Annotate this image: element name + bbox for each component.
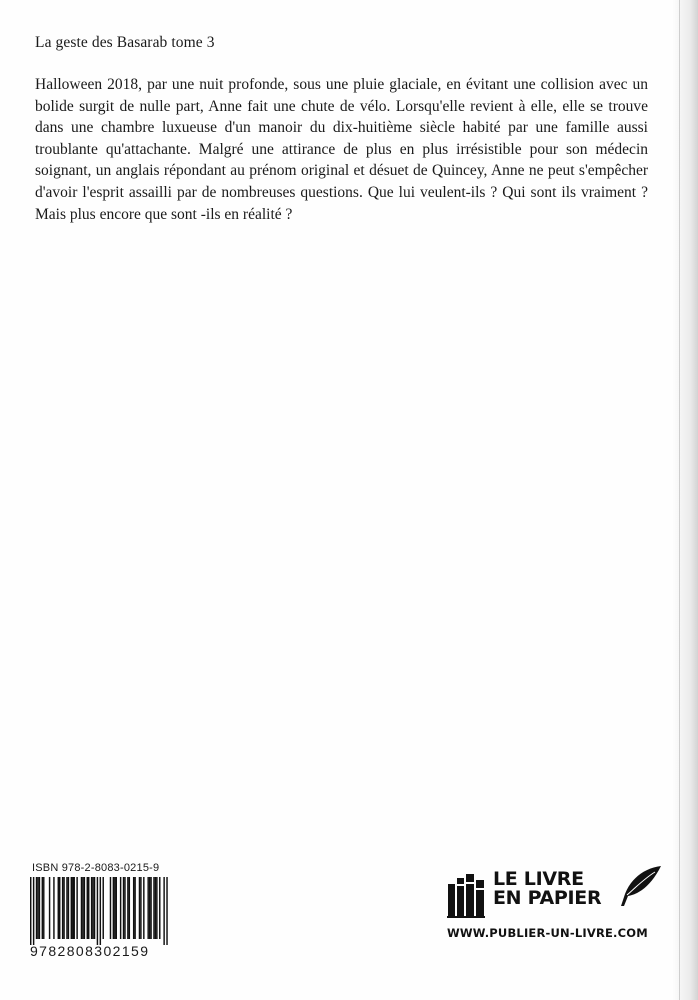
barcode-bar (127, 877, 128, 939)
barcode-bar (123, 877, 124, 939)
barcode-bar (114, 877, 115, 939)
barcode-bar (100, 877, 101, 945)
barcode-bar (43, 877, 44, 939)
barcode-bar (159, 877, 160, 939)
isbn-label: ISBN 978-2-8083-0215-9 (32, 862, 160, 874)
barcode-bar (39, 877, 40, 939)
books-icon (447, 870, 489, 918)
barcode-bar (66, 877, 67, 939)
publisher-url: WWW.PUBLIER-UN-LIVRE.COM (447, 926, 648, 940)
barcode-bar (147, 877, 148, 939)
publisher-name-line2: EN PAPIER (493, 887, 602, 909)
barcode-bar (94, 877, 95, 939)
barcode-bar (150, 877, 151, 939)
barcode-bar (166, 877, 167, 945)
barcode-bar (59, 877, 60, 939)
page-edge-shadow (672, 0, 698, 1000)
barcode-bar (58, 877, 59, 939)
barcode-bar (49, 877, 50, 939)
barcode-bar (140, 877, 141, 939)
barcode-bar (62, 877, 63, 939)
barcode-bar (156, 877, 157, 939)
book-blurb: Halloween 2018, par une nuit profonde, sous une pluie glaciale, en évitant une collision avec un bolide surgit de nulle part, Anne fait une chute de vélo. Lorsqu'elle revient à elle, elle se trouve dans une chambre luxueuse d'un manoir du dix-huitième siècle habité par une famille aussi troublante qu'attachante. Malgré une attirance de plus en plus irrésistible pour son médecin soignant, un anglais répondant au prénom original et désuet de Quincey, Anne ne peut s'empêcher d'avoir l'esprit assailli par de nombreuses questions. Que lui veulent-ils ? Qui sont ils vraiment ? Mais plus encore que sont -ils en réalité ? (35, 76, 648, 223)
isbn-barcode-block (30, 862, 180, 959)
publisher-name-line1: LE LIVRE (493, 868, 584, 890)
barcode-bar (71, 877, 72, 939)
barcode-bar (134, 877, 135, 939)
barcode-bar (87, 877, 88, 939)
barcode-bar (91, 877, 92, 939)
barcode-bar (81, 877, 82, 939)
barcode-bar (124, 877, 125, 939)
barcode-digits: 9782808302159 (30, 943, 150, 959)
publisher-logo (447, 870, 657, 940)
barcode-bar (36, 877, 37, 939)
barcode-bar (53, 877, 54, 939)
barcode-bar (30, 877, 31, 945)
barcode-bar (63, 877, 64, 939)
barcode-bar (68, 877, 69, 939)
barcode-bar (113, 877, 114, 939)
barcode-bar (72, 877, 73, 939)
barcode-bar (37, 877, 38, 939)
barcode-bar (92, 877, 93, 939)
barcode-bar (139, 877, 140, 939)
barcode-bar (103, 877, 104, 939)
barcode-bar (42, 877, 43, 939)
barcode-bar (88, 877, 89, 939)
barcode-bar (163, 877, 164, 945)
barcode-bar (116, 877, 117, 939)
publisher-name (493, 870, 601, 908)
barcode-bar (120, 877, 121, 939)
page-edge-line (679, 0, 680, 1000)
barcode-bar (84, 877, 85, 939)
barcode-bar (97, 877, 98, 945)
barcode-bar (82, 877, 83, 939)
barcode-bar (74, 877, 75, 939)
barcode-bar (133, 877, 134, 939)
barcode-bar (76, 877, 77, 939)
barcode-bar (33, 877, 34, 945)
barcode-bar (110, 877, 111, 939)
barcode-bar (149, 877, 150, 939)
barcode (30, 877, 172, 945)
barcode-bar (143, 877, 144, 939)
barcode-bar (155, 877, 156, 939)
feather-icon (615, 864, 663, 908)
barcode-bar (153, 877, 154, 939)
barcode-bar (129, 877, 130, 939)
series-title: La geste des Basarab tome 3 (35, 34, 215, 51)
